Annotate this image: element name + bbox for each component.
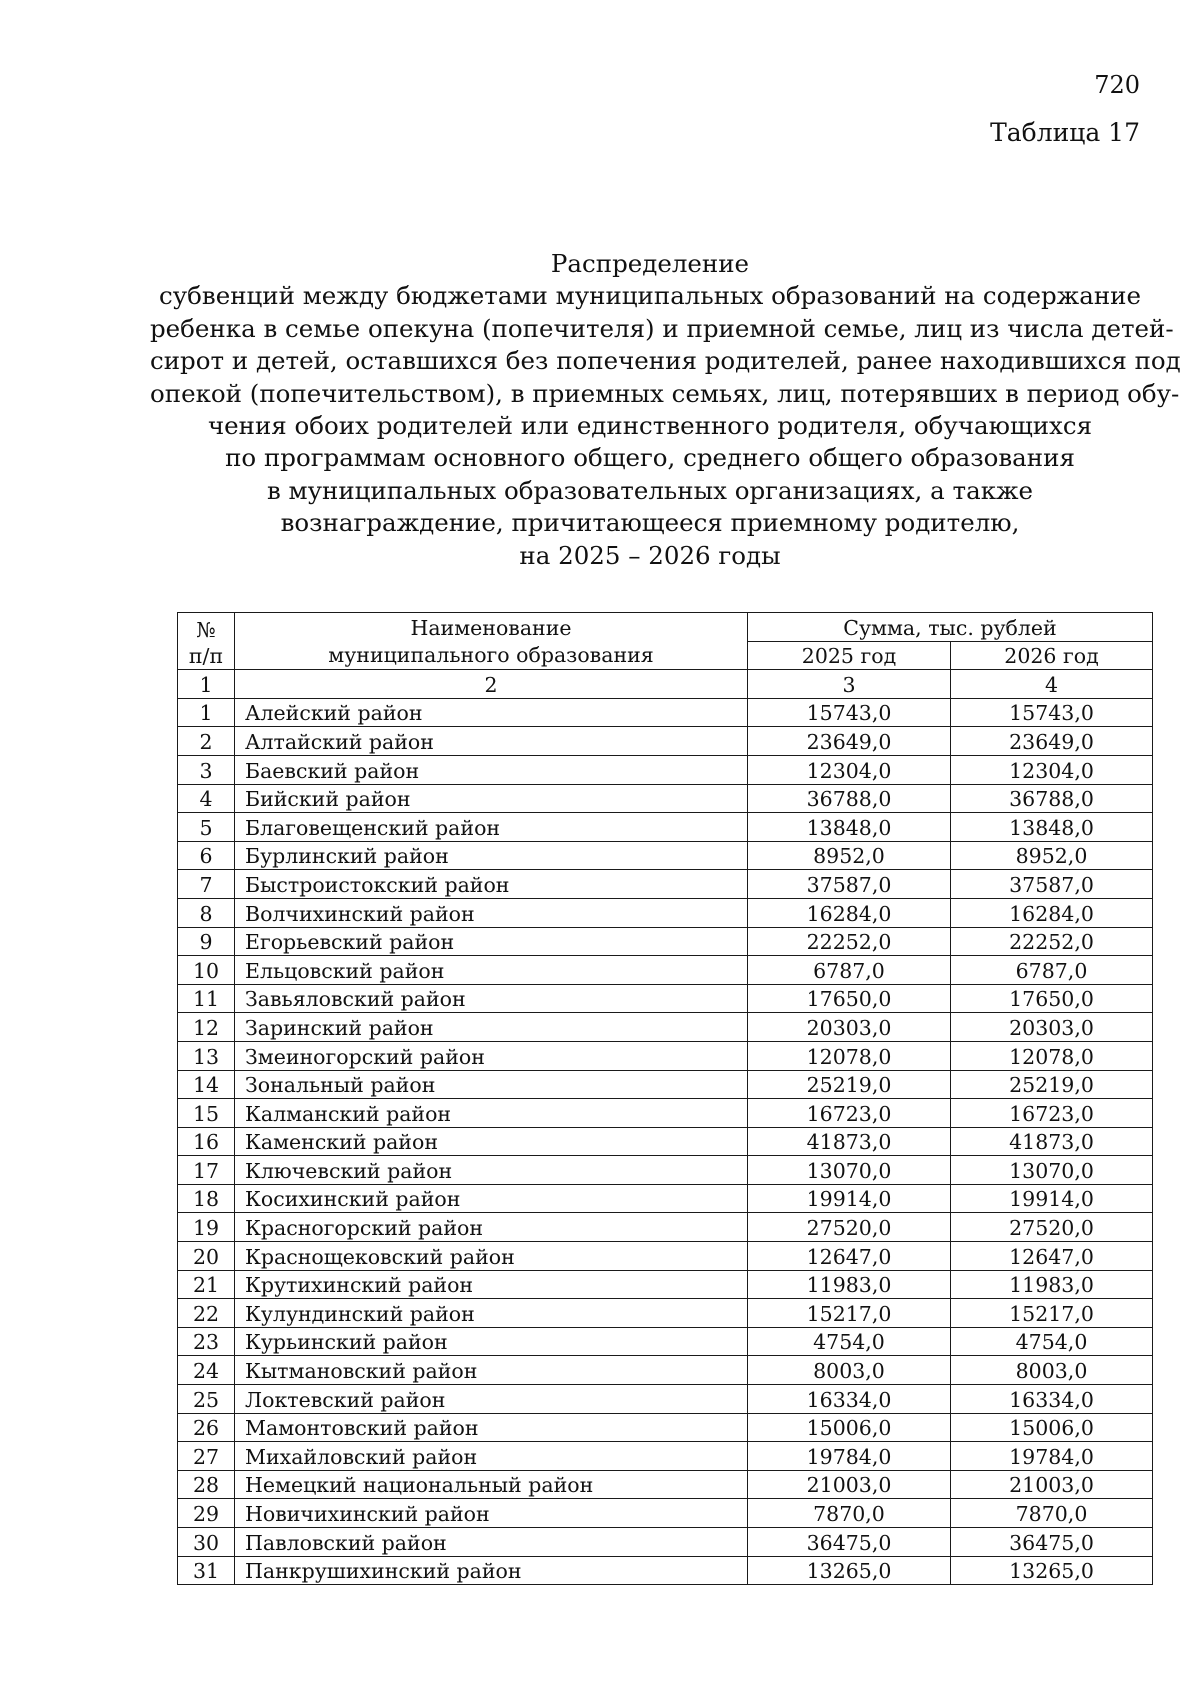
amount-2025: 25219,0 [748,1070,951,1099]
amount-2026: 20303,0 [951,1013,1153,1042]
amount-2025: 6787,0 [748,956,951,985]
table-row [178,784,1153,813]
amount-2026: 15217,0 [951,1299,1153,1328]
table-row [178,1385,1153,1414]
municipality-name: Косихинский район [235,1184,748,1213]
amount-2025: 16284,0 [748,898,951,927]
municipality-name: Заринский район [235,1013,748,1042]
municipality-name: Кытмановский район [235,1356,748,1385]
municipality-name: Егорьевский район [235,927,748,956]
municipality-name: Алейский район [235,698,748,727]
header-name [235,613,748,670]
amount-2025: 23649,0 [748,727,951,756]
municipality-name: Алтайский район [235,727,748,756]
row-number: 9 [178,927,235,956]
municipality-name: Быстроистокский район [235,870,748,899]
page-number: 720 [1094,71,1140,99]
row-number: 1 [178,698,235,727]
amount-2026: 16284,0 [951,898,1153,927]
municipality-name: Панкрушихинский район [235,1556,748,1585]
amount-2025: 20303,0 [748,1013,951,1042]
row-number: 8 [178,898,235,927]
amount-2025: 4754,0 [748,1327,951,1356]
amount-2025: 7870,0 [748,1499,951,1528]
table-row [178,1556,1153,1585]
amount-2026: 13848,0 [951,813,1153,842]
column-number-row [178,670,1153,699]
title-line: Распределение [550,249,750,278]
amount-2025: 13070,0 [748,1156,951,1185]
row-number: 14 [178,1070,235,1099]
amount-2026: 36475,0 [951,1528,1153,1557]
title-line: в муниципальных образовательных организациях, а также [266,475,1034,505]
municipality-name: Волчихинский район [235,898,748,927]
municipality-name: Мамонтовский район [235,1413,748,1442]
table-row [178,1013,1153,1042]
amount-2026: 15743,0 [951,698,1153,727]
table-row [178,870,1153,899]
table-row [178,1270,1153,1299]
amount-2026: 4754,0 [951,1327,1153,1356]
amount-2026: 25219,0 [951,1070,1153,1099]
table-row [178,1156,1153,1185]
amount-2025: 27520,0 [748,1213,951,1242]
amount-2025: 36788,0 [748,784,951,813]
row-number: 25 [178,1385,235,1414]
header-year-2025: 2025 год [748,641,951,670]
row-number: 24 [178,1356,235,1385]
row-number: 27 [178,1442,235,1471]
title-line: чения обоих родителей или единственного родителя, обучающихся [207,411,1093,441]
amount-2025: 8952,0 [748,841,951,870]
table-row [178,1413,1153,1442]
title-line: сирот и детей, оставшихся без попечения родителей, ранее находившихся под [150,346,1181,376]
amount-2026: 36788,0 [951,784,1153,813]
row-number: 15 [178,1099,235,1128]
row-number: 2 [178,727,235,756]
amount-2026: 13070,0 [951,1156,1153,1185]
municipality-name: Бийский район [235,784,748,813]
header-sum: Сумма, тыс. рублей [748,613,1153,642]
title-line: вознаграждение, причитающееся приемному родителю, [280,508,1020,538]
amount-2026: 13265,0 [951,1556,1153,1585]
municipality-name: Змеиногорский район [235,1041,748,1070]
municipality-name: Бурлинский район [235,841,748,870]
table-row [178,1299,1153,1328]
row-number: 12 [178,1013,235,1042]
amount-2026: 11983,0 [951,1270,1153,1299]
row-number: 18 [178,1184,235,1213]
row-number: 10 [178,956,235,985]
amount-2026: 19914,0 [951,1184,1153,1213]
table-row [178,1213,1153,1242]
column-number: 4 [951,670,1153,699]
amount-2025: 13848,0 [748,813,951,842]
row-number: 21 [178,1270,235,1299]
amount-2025: 21003,0 [748,1470,951,1499]
row-number: 5 [178,813,235,842]
header-name-line1: Наименование [410,616,572,641]
municipality-name: Каменский район [235,1127,748,1156]
title-line: по программам основного общего, среднего общего образования [225,443,1075,473]
municipality-name: Зональный район [235,1070,748,1099]
amount-2025: 16334,0 [748,1385,951,1414]
amount-2026: 15006,0 [951,1413,1153,1442]
municipality-name: Локтевский район [235,1385,748,1414]
table-row [178,1528,1153,1557]
municipality-name: Павловский район [235,1528,748,1557]
table-row [178,813,1153,842]
amount-2026: 12304,0 [951,755,1153,784]
table-label: Таблица 17 [990,118,1140,147]
municipality-name: Баевский район [235,755,748,784]
header-num-line2: п/п [188,644,224,669]
row-number: 23 [178,1327,235,1356]
amount-2025: 15743,0 [748,698,951,727]
table-row [178,1041,1153,1070]
column-number: 3 [748,670,951,699]
amount-2026: 37587,0 [951,870,1153,899]
table-body [178,698,1153,1584]
row-number: 3 [178,755,235,784]
row-number: 13 [178,1041,235,1070]
table-row [178,956,1153,985]
row-number: 30 [178,1528,235,1557]
amount-2025: 19784,0 [748,1442,951,1471]
amount-2026: 8003,0 [951,1356,1153,1385]
amount-2025: 16723,0 [748,1099,951,1128]
title-line: на 2025 – 2026 годы [519,540,781,570]
municipality-name: Краснощековский район [235,1242,748,1271]
table-row [178,1442,1153,1471]
header-num-line1: № [196,618,216,643]
municipality-name: Благовещенский район [235,813,748,842]
municipality-name: Кулундинский район [235,1299,748,1328]
column-number: 2 [235,670,748,699]
row-number: 7 [178,870,235,899]
municipality-name: Ключевский район [235,1156,748,1185]
table-row [178,1327,1153,1356]
amount-2025: 17650,0 [748,984,951,1013]
municipality-name: Крутихинский район [235,1270,748,1299]
table-row [178,841,1153,870]
header-num [178,613,235,670]
municipality-name: Завьяловский район [235,984,748,1013]
table-row [178,698,1153,727]
row-number: 29 [178,1499,235,1528]
table-header-row [178,613,1153,642]
amount-2026: 16334,0 [951,1385,1153,1414]
amount-2026: 41873,0 [951,1127,1153,1156]
table-row [178,1242,1153,1271]
distribution-table [177,612,1153,1585]
amount-2026: 7870,0 [951,1499,1153,1528]
table-row [178,1499,1153,1528]
amount-2026: 27520,0 [951,1213,1153,1242]
document-title [150,248,1181,572]
amount-2025: 22252,0 [748,927,951,956]
amount-2025: 15217,0 [748,1299,951,1328]
amount-2025: 41873,0 [748,1127,951,1156]
header-year-2026: 2026 год [951,641,1153,670]
row-number: 26 [178,1413,235,1442]
amount-2026: 19784,0 [951,1442,1153,1471]
amount-2026: 17650,0 [951,984,1153,1013]
column-number: 1 [178,670,235,699]
row-number: 17 [178,1156,235,1185]
table-row [178,1184,1153,1213]
municipality-name: Ельцовский район [235,956,748,985]
municipality-name: Красногорский район [235,1213,748,1242]
amount-2025: 12647,0 [748,1242,951,1271]
row-number: 19 [178,1213,235,1242]
table-row [178,755,1153,784]
amount-2025: 11983,0 [748,1270,951,1299]
municipality-name: Михайловский район [235,1442,748,1471]
municipality-name: Новичихинский район [235,1499,748,1528]
amount-2026: 12647,0 [951,1242,1153,1271]
amount-2026: 16723,0 [951,1099,1153,1128]
amount-2026: 21003,0 [951,1470,1153,1499]
header-name-line2: муниципального образования [328,643,654,668]
amount-2025: 8003,0 [748,1356,951,1385]
row-number: 22 [178,1299,235,1328]
amount-2026: 23649,0 [951,727,1153,756]
amount-2025: 13265,0 [748,1556,951,1585]
amount-2026: 6787,0 [951,956,1153,985]
table-row [178,927,1153,956]
amount-2025: 36475,0 [748,1528,951,1557]
table-row [178,1070,1153,1099]
table-row [178,1470,1153,1499]
title-line: ребенка в семье опекуна (попечителя) и приемной семье, лиц из числа детей- [150,313,1174,343]
title-line: опекой (попечительством), в приемных семьях, лиц, потерявших в период обу- [150,378,1180,408]
table-row [178,984,1153,1013]
amount-2025: 37587,0 [748,870,951,899]
table-row [178,1099,1153,1128]
row-number: 28 [178,1470,235,1499]
amount-2025: 12304,0 [748,755,951,784]
amount-2026: 22252,0 [951,927,1153,956]
amount-2025: 19914,0 [748,1184,951,1213]
row-number: 31 [178,1556,235,1585]
amount-2026: 12078,0 [951,1041,1153,1070]
amount-2025: 15006,0 [748,1413,951,1442]
municipality-name: Калманский район [235,1099,748,1128]
row-number: 6 [178,841,235,870]
row-number: 20 [178,1242,235,1271]
amount-2026: 8952,0 [951,841,1153,870]
table-row [178,898,1153,927]
table-row [178,727,1153,756]
row-number: 16 [178,1127,235,1156]
municipality-name: Немецкий национальный район [235,1470,748,1499]
row-number: 4 [178,784,235,813]
table-row [178,1356,1153,1385]
row-number: 11 [178,984,235,1013]
table-row [178,1127,1153,1156]
amount-2025: 12078,0 [748,1041,951,1070]
title-line: субвенций между бюджетами муниципальных образований на содержание [159,281,1141,311]
municipality-name: Курьинский район [235,1327,748,1356]
